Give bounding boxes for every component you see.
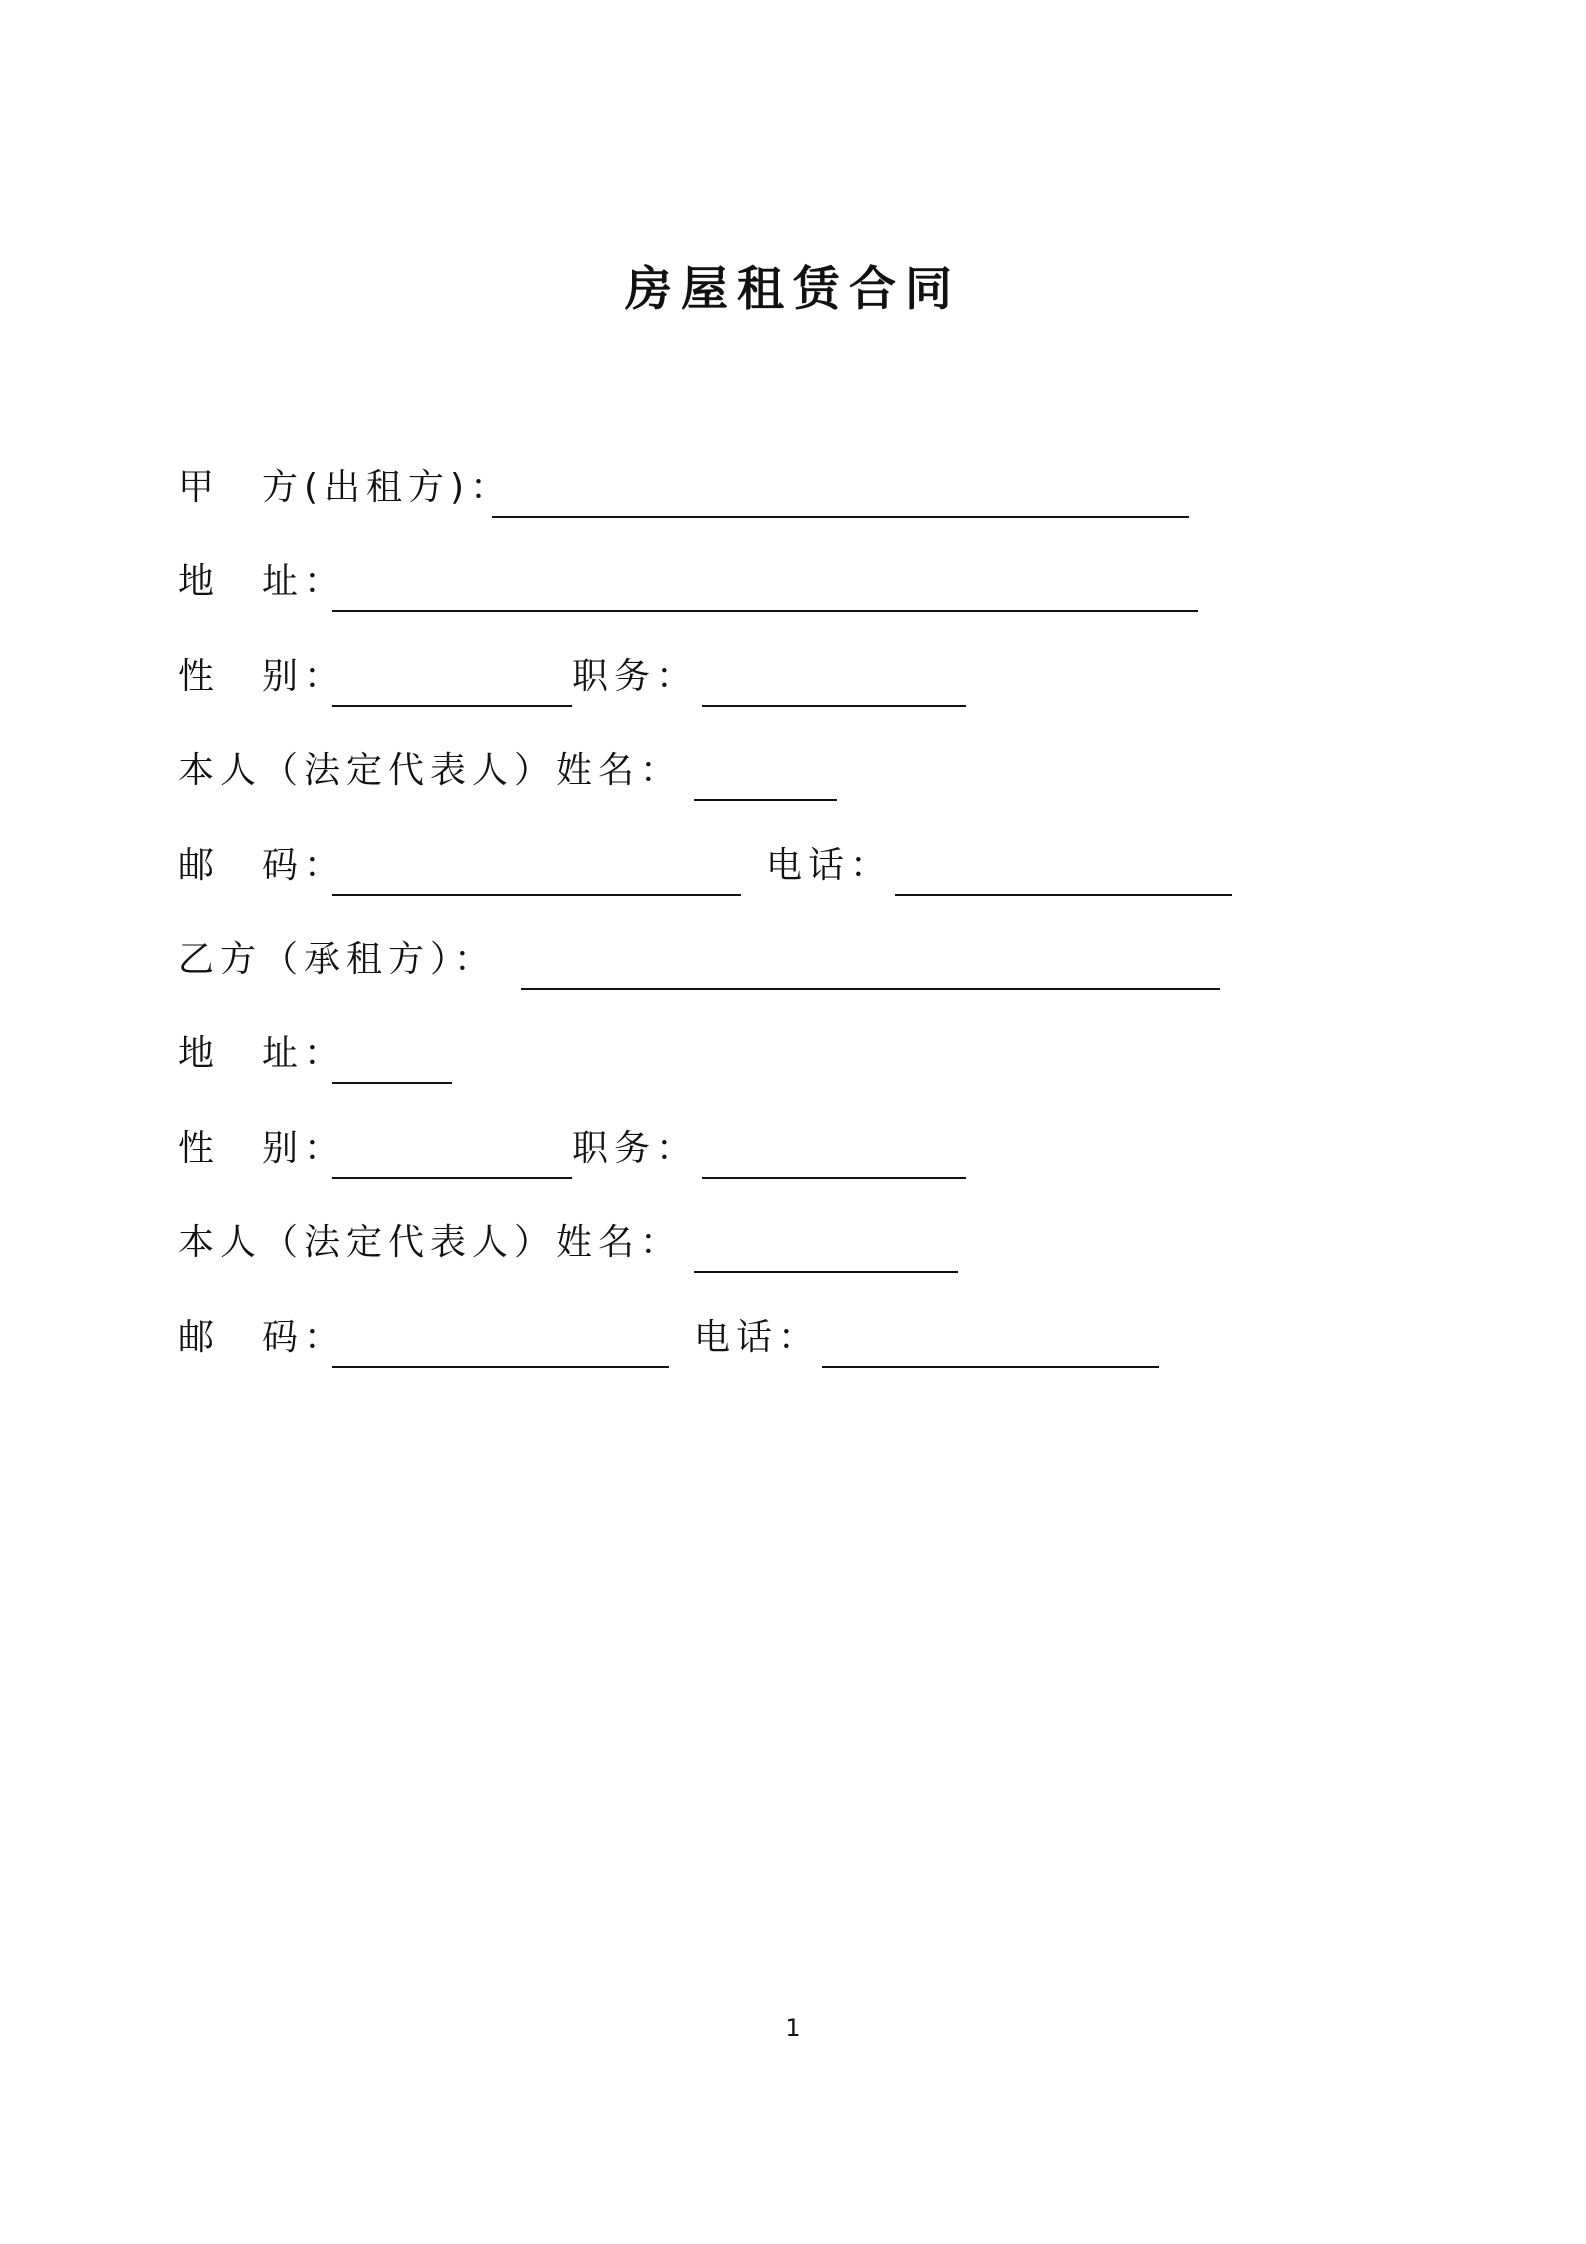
party-b-position-label: 职务： <box>572 1128 699 1169</box>
party-b-gender-blank[interactable] <box>332 1177 572 1179</box>
party-a-phone-label: 电话： <box>766 845 893 886</box>
party-b-phone-blank[interactable] <box>822 1366 1159 1368</box>
party-b-postcode-label: 邮 码： <box>178 1317 347 1358</box>
party-a-name-blank[interactable] <box>492 516 1189 518</box>
party-a-gender-row <box>0 647 1586 707</box>
party-a-address-row <box>0 552 1586 612</box>
party-a-postcode-row <box>0 836 1586 896</box>
party-a-address-label: 地 址： <box>178 561 347 602</box>
document-title: 房屋租赁合同 <box>625 262 961 317</box>
party-a-gender-label: 性 别： <box>178 656 347 697</box>
party-a-position-label: 职务： <box>572 656 699 697</box>
party-a-representative-row <box>0 741 1586 801</box>
party-a-gender-blank[interactable] <box>332 705 572 707</box>
party-b-position-blank[interactable] <box>702 1177 966 1179</box>
party-b-gender-label: 性 别： <box>178 1128 347 1169</box>
party-a-postcode-label: 邮 码： <box>178 845 347 886</box>
party-a-name-label: 甲 方(出租方)： <box>178 467 513 508</box>
party-b-postcode-row <box>0 1308 1586 1368</box>
page-number: 1 <box>785 2014 801 2042</box>
party-a-address-blank[interactable] <box>332 610 1198 612</box>
party-b-name-label: 乙方（承租方）： <box>178 939 497 980</box>
party-b-name-row <box>0 930 1586 990</box>
party-b-gender-row <box>0 1119 1586 1179</box>
party-b-name-blank[interactable] <box>521 988 1220 990</box>
party-a-phone-blank[interactable] <box>895 894 1232 896</box>
party-b-postcode-blank[interactable] <box>332 1366 669 1368</box>
party-a-name-row <box>0 458 1586 518</box>
party-a-position-blank[interactable] <box>702 705 966 707</box>
party-b-representative-blank[interactable] <box>694 1271 958 1273</box>
party-a-representative-blank[interactable] <box>694 799 837 801</box>
party-a-representative-label: 本人（法定代表人）姓名： <box>178 750 683 791</box>
party-b-representative-label: 本人（法定代表人）姓名： <box>178 1222 683 1263</box>
party-b-address-label: 地 址： <box>178 1033 347 1074</box>
party-b-representative-row <box>0 1213 1586 1273</box>
party-b-phone-label: 电话： <box>694 1317 821 1358</box>
party-b-address-row <box>0 1024 1586 1084</box>
party-a-postcode-blank[interactable] <box>332 894 741 896</box>
party-b-address-blank[interactable] <box>332 1082 452 1084</box>
